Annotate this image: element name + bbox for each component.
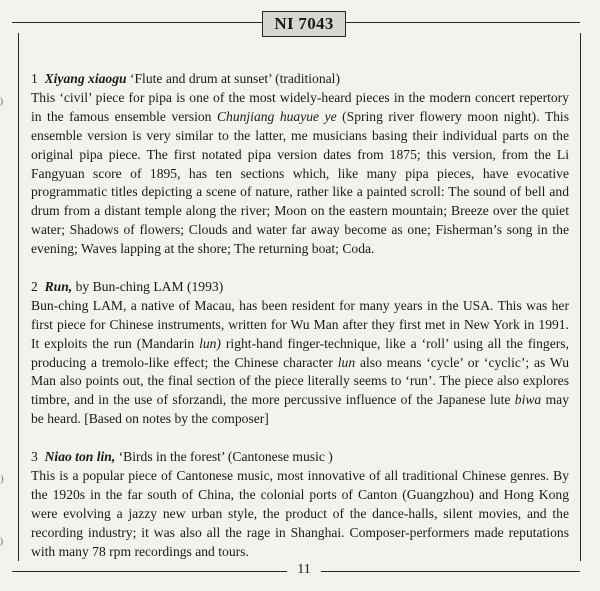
body-text: (Spring river flowery moon night). This ensemble version is very similar to the latter, me musicians basing their individual parts on the original pipa piece. The first notated pipa version dates from 1875; this version, from the Li Fangyuan score of 1895, has ten sections which, like many pipa pieces, have evocative programmatic titles depicting a scene of nature, rather like a painted scroll: The sound of bell and drum from a distant temple along the river; Moon on the eastern mountain; Breeze over the quiet water; Shadows of flowers; Clouds and water far away become as one; Fisherman’s song in the evening; Waves lapping at the shore; The returning boat; Coda. bbox=[31, 108, 569, 257]
catalog-number: NI 7043 bbox=[274, 14, 334, 33]
section-body bbox=[31, 468, 569, 559]
footer-rule-left bbox=[12, 571, 287, 572]
body-text: Bun-ching LAM, a native of Macau, has been resident for many years in the USA. This was her first piece for Chinese instruments, written for Wu Man after they first met in New York in 1991. It exploits the run (Mandarin bbox=[31, 297, 569, 351]
section-subtitle: ‘Birds in the forest’ (Cantonese music ) bbox=[118, 449, 333, 465]
section-body bbox=[31, 90, 569, 256]
section-heading bbox=[31, 70, 569, 89]
body-text: This is a popular piece of Cantonese music, most innovative of all traditional Chinese genres. By the 1920s in the far south of China, the colonial ports of Canton (Guangzhou) and Hong Kong were evolving a jazzy new urban style, the product of the dance-halls, silent movies, and the recording industry; it was also all the rage in Shanghai. Composer-performers made reputations with many 78 rpm recordings and tours. bbox=[31, 468, 569, 559]
left-border bbox=[18, 33, 19, 561]
section-heading bbox=[31, 448, 569, 467]
body-text: also means ‘cycle’ or ‘cyclic’; as Wu Man also points out, the final section of the piece literally seems to ‘run’. The piece also explores timbre, and in the use of sforzandi, the more percussive influence of the Japanese lute bbox=[31, 354, 570, 408]
note-section bbox=[31, 448, 569, 561]
body-text: may be heard. [Based on notes by the composer] bbox=[31, 392, 569, 427]
section-subtitle: by Bun-ching LAM (1993) bbox=[75, 278, 224, 294]
italic-term: lun bbox=[337, 354, 356, 370]
program-notes bbox=[31, 70, 569, 580]
section-heading bbox=[31, 278, 569, 297]
section-body bbox=[31, 298, 569, 426]
edge-mark: } bbox=[0, 474, 5, 484]
section-subtitle: ‘Flute and drum at sunset’ (traditional) bbox=[129, 71, 340, 86]
edge-mark: ) bbox=[0, 96, 3, 106]
note-section bbox=[31, 70, 569, 259]
italic-term: lun) bbox=[199, 335, 221, 351]
note-section bbox=[31, 278, 569, 429]
italic-term: Chunjiang huayue ye bbox=[216, 108, 337, 124]
catalog-number-box bbox=[262, 11, 346, 37]
edge-mark: ) bbox=[0, 536, 3, 546]
italic-term: biwa bbox=[514, 392, 542, 408]
section-title: Run, bbox=[44, 278, 73, 294]
body-text: right-hand finger-technique, like a ‘roll’ using all the fingers, producing a tremolo-like effect; the Chinese character bbox=[31, 335, 569, 370]
body-text: This ‘civil’ piece for pipa is one of the most widely-heard pieces in the modern concert repertory in the famous ensemble version bbox=[31, 89, 569, 124]
footer-rule-right bbox=[321, 571, 580, 572]
section-title: Niao ton lin, bbox=[44, 449, 116, 465]
section-number: 3 bbox=[31, 449, 38, 465]
section-number: 2 bbox=[31, 278, 38, 294]
section-title: Xiyang xiaogu bbox=[44, 71, 127, 86]
section-number: 1 bbox=[31, 71, 38, 86]
right-border bbox=[580, 33, 581, 561]
page-number: 11 bbox=[297, 562, 311, 577]
